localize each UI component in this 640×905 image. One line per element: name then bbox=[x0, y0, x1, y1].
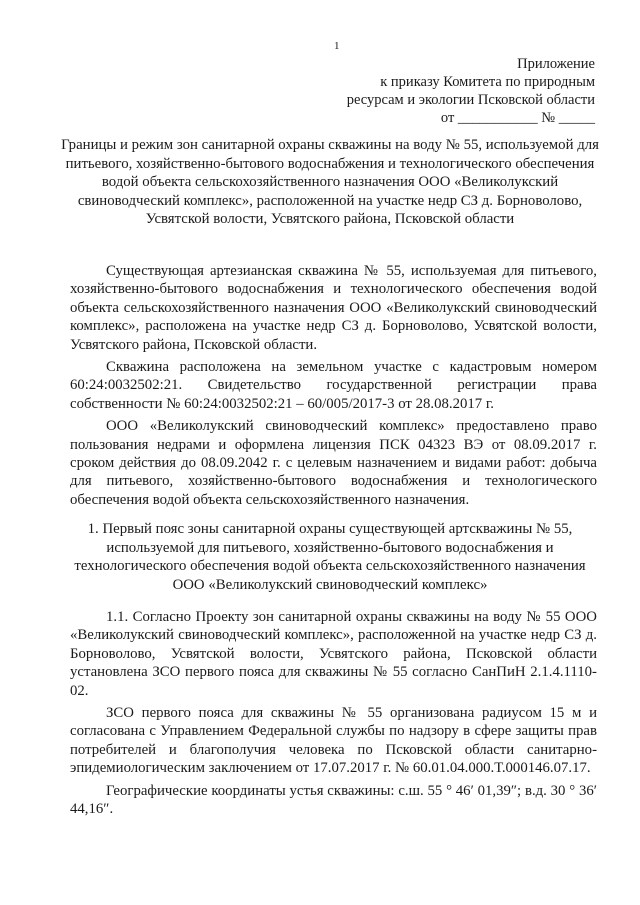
intro-paragraph-well: Существующая артезианская скважина № 55, используемая для питьевого, хозяйственно-бытового водоснабжения и технологического обеспечения водой объекта сельскохозяйственного назначения ООО «Великолукский свиноводческий комплекс», расположена на участке недр СЗ д. Борноволово, Усвятской волости, Усвятского района, Псковской области. bbox=[70, 263, 597, 353]
appendix-title: Приложение bbox=[517, 56, 595, 72]
document-title: Границы и режим зон санитарной охраны скважины на воду № 55, используемой для питьевого, хозяйственно-бытового водоснабжения и технологического обеспечения водой объекта сельскохозяйственного назначения ООО «Великолукский свиноводческий комплекс», расположенной на участке недр СЗ д. Борноволово, Усвятской волости, Усвятского района, Псковской области bbox=[61, 137, 599, 228]
section-1-paragraph-coordinates: Географические координаты устья скважины: с.ш. 55 ° 46′ 01,39″; в.д. 30 ° 36′ 44,16″. bbox=[70, 782, 597, 818]
appendix-order-line: к приказу Комитета по природным bbox=[380, 74, 595, 90]
appendix-header bbox=[347, 55, 595, 127]
page-number: 1 bbox=[334, 40, 340, 52]
intro-paragraph-license: ООО «Великолукский свиноводческий комплекс» предоставлено право пользования недрами и оформлена лицензия ПСК 04323 ВЭ от 08.09.2017 г. сроком действия до 08.09.2042 г. с целевым назначением и видами работ: добыча для питьевого, хозяйственно-бытового водоснабжения и технологического обеспечения водой объекта сельскохозяйственного назначения. bbox=[70, 418, 597, 508]
appendix-committee-line: ресурсам и экологии Псковской области bbox=[346, 92, 595, 108]
section-1-paragraph-radius: ЗСО первого пояса для скважины № 55 организована радиусом 15 м и согласована с Управлением Федеральной службы по надзору в сфере защиты прав потребителей и благополучия человека по Псковской области санитарно-эпидемиологическим заключением от 17.07.2017 г. № 60.01.04.000.Т.000146.07.17. bbox=[70, 705, 597, 777]
section-1-body bbox=[70, 608, 597, 822]
section-1-heading: 1. Первый пояс зоны санитарной охраны существующей артскважины № 55, используемой для питьевого, хозяйственно-бытового водоснабжения и технологического обеспечения водой объекта сельскохозяйственного назначения ООО «Великолукский свиноводческий комплекс» bbox=[74, 521, 586, 593]
intro-section bbox=[70, 262, 597, 513]
intro-paragraph-land-plot: Скважина расположена на земельном участке с кадастровым номером 60:24:0032502:21. Свидетельство государственной регистрации права собственности № 60:24:0032502:21 – 60/005/2017-3 от 28.08.2017 г. bbox=[70, 359, 597, 412]
section-1-paragraph-project: 1.1. Согласно Проекту зон санитарной охраны скважины на воду № 55 ООО «Великолукский свиноводческий комплекс», расположенной на участке недр СЗ д. Борноволово, Усвятской волости, Усвятского района, Псковской области установлена ЗСО первого пояса для скважины № 55 согласно СанПиН 2.1.4.1110-02. bbox=[70, 609, 597, 699]
appendix-date-number-line: от ___________ № _____ bbox=[440, 110, 595, 126]
